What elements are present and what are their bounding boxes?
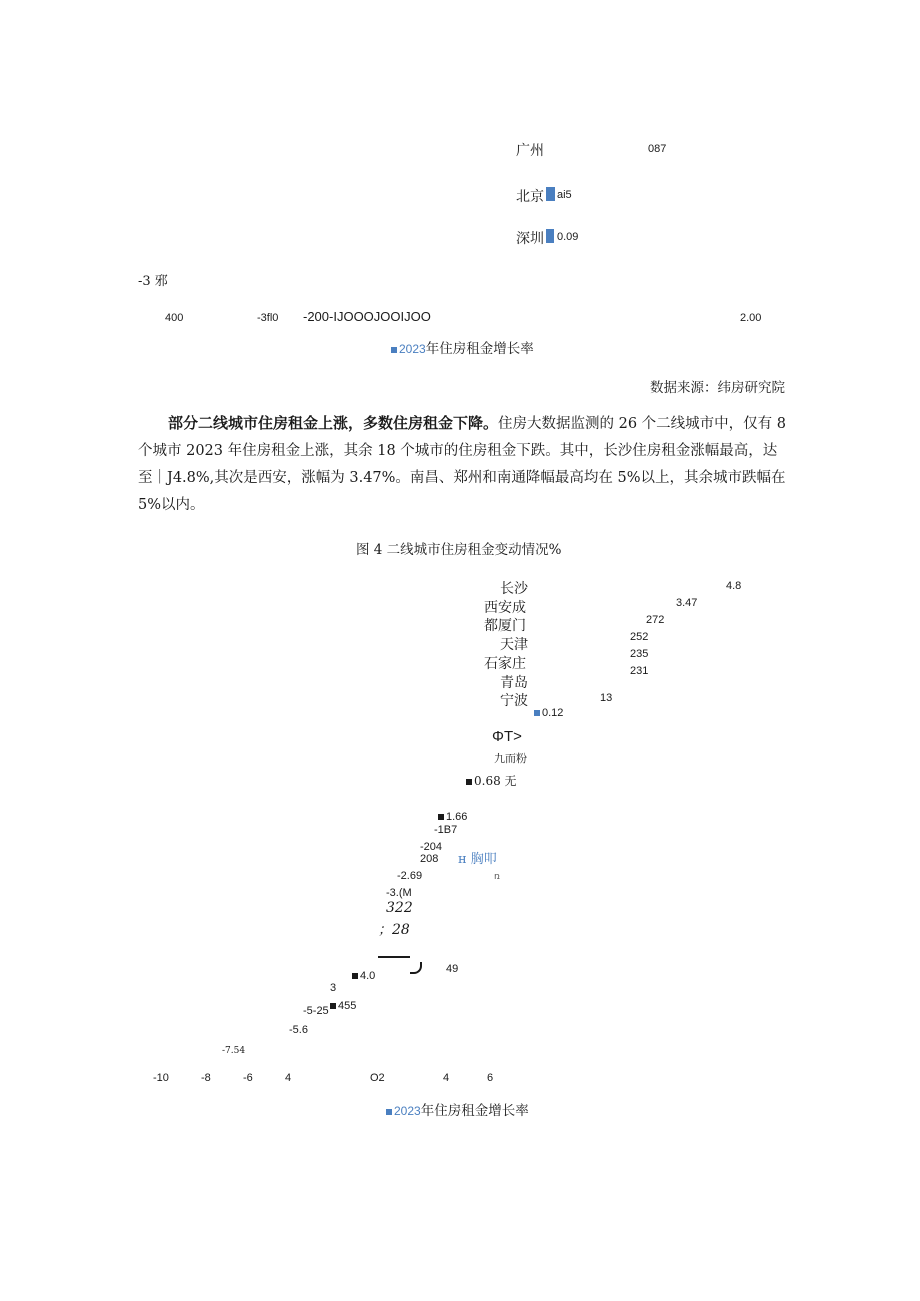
legend: [391, 337, 534, 357]
value-label-beijing: ai5: [557, 189, 572, 201]
category-label-partial: -3 邪: [138, 274, 168, 289]
paragraph-lead: 部分二线城市住房租金上涨，多数住房租金下降。: [168, 414, 499, 432]
value-label-text: 0.68 无: [474, 774, 517, 788]
value-label: -1B7: [434, 824, 458, 836]
x-tick-label: 2.00: [740, 312, 762, 324]
value-label: 208: [420, 853, 439, 865]
value-label: [534, 707, 563, 719]
x-tick-label: -3fl0: [257, 312, 279, 324]
bar-marker: [352, 973, 358, 979]
value-label: [330, 1000, 356, 1012]
garbled-label: н 胸叩: [458, 852, 497, 867]
value-label-shenzhen: 0.09: [557, 231, 579, 243]
value-label: [438, 811, 467, 823]
figure-caption: 图 4 二线城市住房租金变动情况%: [356, 542, 562, 558]
category-label: 天津: [500, 637, 528, 653]
value-label: 231: [630, 665, 649, 677]
body-paragraph: [138, 410, 788, 519]
value-label-text: 0.12: [542, 707, 564, 719]
category-label: 西安成: [484, 600, 526, 616]
garbled-label: [492, 728, 522, 745]
value-label: -204: [420, 841, 443, 853]
value-label-text: 455: [338, 1000, 357, 1012]
x-tick-label: -10: [153, 1072, 169, 1084]
category-label: 青岛: [500, 675, 528, 691]
bar-shenzhen: [546, 229, 554, 243]
curve-artifact: [410, 962, 422, 974]
category-label-beijing: 北京: [516, 189, 544, 205]
x-tick-label: 6: [487, 1072, 494, 1084]
value-label: -2.69: [397, 870, 423, 882]
value-label: 272: [646, 614, 665, 626]
garbled-label: 九而粉: [494, 752, 527, 765]
bar-marker: [466, 779, 472, 785]
value-label: ；28: [378, 922, 410, 938]
x-tick-label: 4: [285, 1072, 292, 1084]
value-label-text: 1.66: [446, 811, 468, 823]
x-tick-label: -6: [243, 1072, 253, 1084]
x-tick-label: O2: [370, 1072, 385, 1084]
category-label: 石家庄: [484, 656, 526, 672]
bar-beijing: [546, 187, 555, 201]
value-label: -5.6: [289, 1024, 308, 1036]
value-label: 3.47: [676, 597, 698, 609]
value-label: 49: [446, 963, 459, 975]
value-label: -7.54: [222, 1046, 246, 1056]
legend-label: 年住房租金增长率: [420, 1103, 529, 1119]
category-label: 长沙: [500, 581, 528, 597]
value-label-guangzhou: 087: [648, 143, 667, 155]
value-label: -5-25: [303, 1005, 329, 1017]
value-label: 4.8: [726, 580, 742, 592]
value-label: 13: [600, 692, 613, 704]
legend-label: 年住房租金增长率: [425, 341, 534, 357]
value-label: [466, 772, 517, 789]
category-label-shenzhen: 深圳: [516, 231, 544, 247]
data-source: 数据来源：纬房研究院: [650, 380, 785, 396]
legend: [386, 1099, 529, 1119]
value-label: 235: [630, 648, 649, 660]
x-tick-label: 400: [165, 312, 184, 324]
bar-marker: [534, 710, 540, 716]
value-label: 3: [330, 982, 337, 994]
bar-line-artifact: [378, 956, 410, 958]
bar-marker: [438, 814, 444, 820]
value-label: [352, 970, 375, 982]
legend-swatch: [391, 347, 397, 353]
bar-marker: [330, 1003, 336, 1009]
category-label: 宁波: [500, 693, 528, 709]
x-tick-label: -8: [201, 1072, 211, 1084]
value-label: 252: [630, 631, 649, 643]
category-label-guangzhou: 广州: [516, 143, 544, 159]
category-label: 都厦门: [484, 618, 526, 634]
value-label: -3.(M: [386, 887, 412, 899]
x-tick-label: -200-IJOOOJOOIJOO: [303, 309, 431, 324]
legend-year: 2023: [399, 342, 426, 356]
paragraph-body: 住房大数据监测的 26 个二线城市中，仅有 8 个城市 2023 年住房租金上涨，其余 18 个城市的住房租金下跌。其中，长沙住房租金涨幅最高，达至｜J4.8%,其次是西安，涨幅为 3.47%。南昌、郑州和南通降幅最高均在 5%以上，其余城市跌幅在 5%以内。: [138, 416, 787, 513]
garbled-text: ΦT>: [492, 728, 522, 745]
x-tick-label: 4: [443, 1072, 450, 1084]
value-label-text: 4.0: [360, 970, 376, 982]
value-label: 322: [386, 900, 413, 916]
legend-swatch: [386, 1109, 392, 1115]
garbled-label: ռ: [494, 872, 500, 882]
legend-year: 2023: [394, 1104, 421, 1118]
